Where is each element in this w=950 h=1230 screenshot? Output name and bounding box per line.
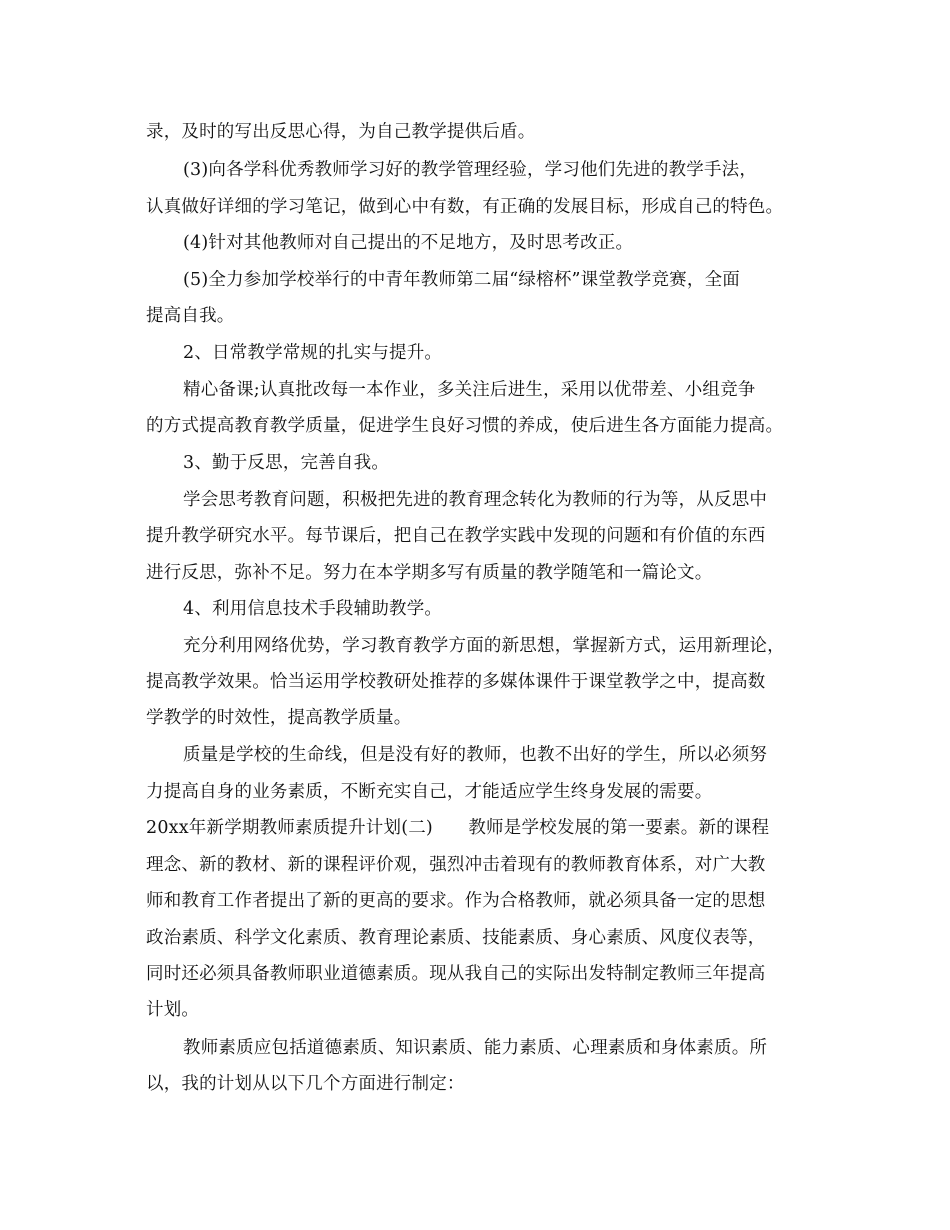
text-line: 认真做好详细的学习笔记，做到心中有数，有正确的发展目标，形成自己的特色。: [146, 197, 784, 217]
section-heading: 2、日常教学常规的扎实与提升。: [183, 343, 443, 363]
text-line: (5)全力参加学校举行的中青年教师第二届“绿榕杯”课堂教学竞赛，全面: [183, 270, 740, 290]
text-line: 力提高自身的业务素质，不断充实自己，才能适应学生终身发展的需要。: [146, 782, 713, 802]
text-line: 提高教学效果。恰当运用学校教研处推荐的多媒体课件于课堂教学之中，提高数: [146, 672, 766, 692]
text-line: (4)针对其他教师对自己提出的不足地方，及时思考改正。: [183, 233, 634, 253]
section-heading: 4、利用信息技术手段辅助教学。: [183, 599, 443, 619]
text-line: 理念、新的教材、新的课程评价观，强烈冲击着现有的教师教育体系，对广大教: [146, 855, 766, 875]
text-line: 学会思考教育问题，积极把先进的教育理念转化为教师的行为等，从反思中: [183, 490, 768, 510]
text-line: (3)向各学科优秀教师学习好的教学管理经验，学习他们先进的教学手法，: [183, 160, 758, 180]
text-line: 政治素质、科学文化素质、教育理论素质、技能素质、身心素质、风度仪表等，: [146, 928, 766, 948]
text-line: 师和教育工作者提出了新的更高的要求。作为合格教师，就必须具备一定的思想: [146, 891, 766, 911]
title-line: 20xx年新学期教师素质提升计划(二) 教师是学校发展的第一要素。新的课程: [146, 818, 770, 838]
text-line: 同时还必须具备教师职业道德素质。现从我自己的实际出发特制定教师三年提高: [146, 964, 766, 984]
text-line: 进行反思，弥补不足。努力在本学期多写有质量的教学随笔和一篇论文。: [146, 563, 713, 583]
text-line: 学教学的时效性，提高教学质量。: [146, 708, 412, 728]
text-line: 充分利用网络优势，学习教育教学方面的新思想，掌握新方式，运用新理论，: [183, 636, 785, 656]
text-line: 的方式提高教育教学质量，促进学生良好习惯的养成，使后进生各方面能力提高。: [146, 416, 784, 436]
text-line: 质量是学校的生命线，但是没有好的教师，也教不出好的学生，所以必须努: [183, 745, 768, 765]
text-line: 录，及时的写出反思心得，为自己教学提供后盾。: [146, 122, 536, 142]
text-line: 精心备课;认真批改每一本作业，多关注后进生，采用以优带差、小组竞争: [183, 380, 756, 400]
text-line: 计划。: [146, 1000, 200, 1020]
text-line: 以，我的计划从以下几个方面进行制定：: [146, 1074, 465, 1094]
text-line: 提升教学研究水平。每节课后，把自己在教学实践中发现的问题和有价值的东西: [146, 526, 766, 546]
text-line: 提高自我。: [146, 306, 235, 326]
text-line: 教师素质应包括道德素质、知识素质、能力素质、心理素质和身体素质。所: [183, 1038, 768, 1058]
section-heading: 3、勤于反思，完善自我。: [183, 453, 390, 473]
